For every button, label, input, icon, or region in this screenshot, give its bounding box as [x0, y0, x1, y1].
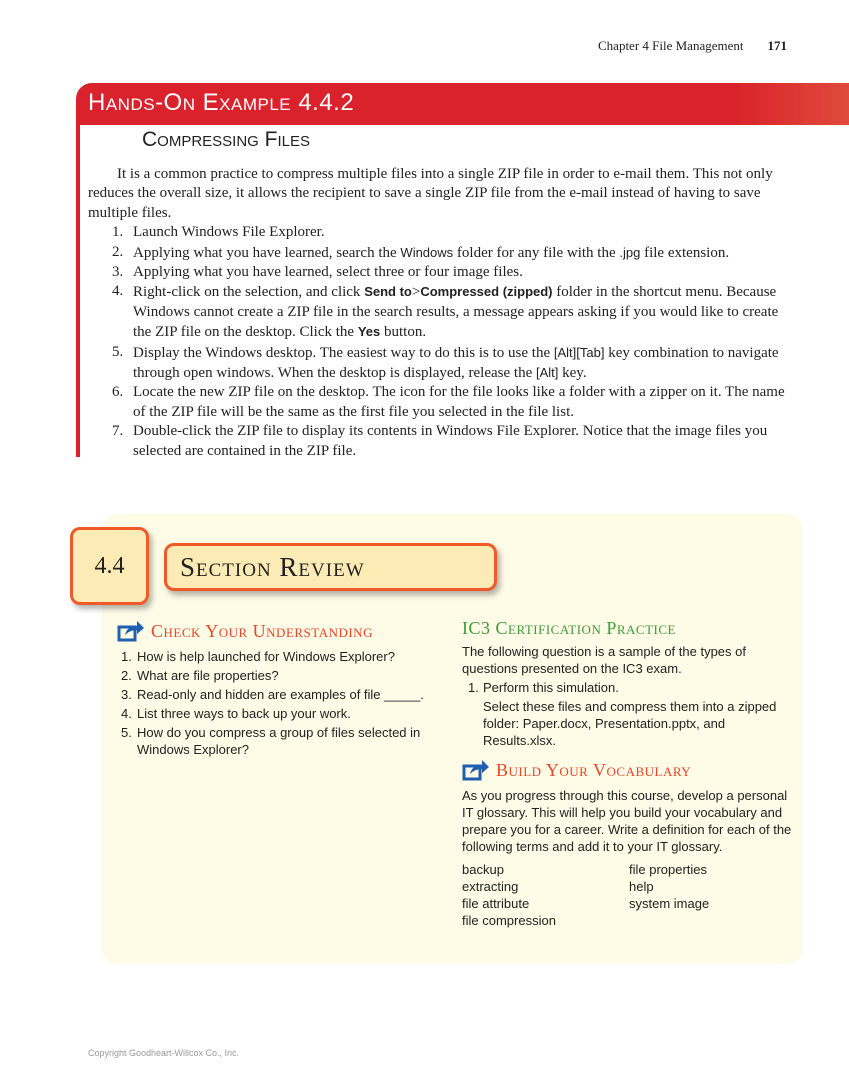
step-text: key. — [558, 365, 587, 382]
ui-term: Send to — [364, 284, 412, 300]
step-text: file extension. — [640, 244, 730, 261]
step-text: Applying what you have learned, select three or four image files. — [133, 264, 523, 281]
step-number: 5. — [112, 343, 124, 360]
example-subtitle: Compressing Files — [142, 128, 311, 151]
step-item — [88, 282, 793, 342]
step-text: Applying what you have learned, search the — [133, 244, 401, 261]
step-number: 2. — [112, 243, 124, 260]
share-arrow-icon — [117, 620, 145, 642]
section-number: 4.4 — [70, 527, 149, 605]
step-text: Right-click on the selection, and click — [133, 284, 365, 301]
check-item — [117, 648, 447, 665]
steps-list — [88, 223, 793, 461]
example-banner: Hands-On Example 4.4.2 — [76, 83, 849, 125]
step-item — [88, 243, 793, 263]
check-list — [117, 648, 447, 758]
step-text: key combination to navigate through open windows. When the desktop is displayed, release the — [133, 344, 779, 382]
section-review-title: Section Review — [164, 543, 497, 591]
intro-paragraph: It is a common practice to compress multiple files into a single ZIP file in order to e-mail them. This not only reduces the overall size, it allows the recipient to save a single ZIP file from the e-mail instead of having to save multiple files. — [88, 166, 773, 221]
step-item — [88, 383, 793, 422]
vocab-term — [629, 912, 789, 929]
vocab-term: file attribute — [462, 896, 530, 911]
check-item — [117, 724, 447, 758]
ic3-question: Perform this simulation. — [483, 680, 619, 695]
check-item — [117, 686, 447, 703]
step-number: 3. — [112, 264, 124, 281]
item-text: How do you compress a group of files selected in Windows Explorer? — [137, 725, 421, 757]
page-number: 171 — [767, 38, 787, 53]
vocab-term: backup — [462, 862, 504, 877]
vocab-term: system image — [629, 896, 710, 911]
item-number: 3. — [121, 687, 132, 702]
step-number: 1. — [112, 224, 124, 241]
check-item — [117, 705, 447, 722]
copyright: Copyright Goodheart-Willcox Co., Inc. — [88, 1048, 240, 1058]
step-text: Double-click the ZIP file to display its contents in Windows File Explorer. Notice that the image files you selected are contained in the ZIP file. — [133, 423, 768, 459]
item-text: What are file properties? — [137, 668, 279, 683]
item-number: 2. — [121, 668, 132, 683]
step-text: Launch Windows File Explorer. — [133, 224, 325, 241]
item-text: Read-only and hidden are examples of file _____. — [137, 687, 424, 702]
ui-term: Yes — [357, 324, 381, 340]
key-term: .jpg — [619, 244, 641, 260]
example-body — [88, 165, 793, 461]
key-term: Windows — [400, 244, 454, 260]
vocab-title: Build Your Vocabulary — [496, 759, 692, 780]
step-text: > — [411, 284, 421, 301]
share-arrow-icon — [462, 759, 490, 781]
ic3-q-number: 1. — [468, 680, 479, 695]
vocab-intro: As you progress through this course, develop a personal IT glossary. This will help you build your vocabulary and prepare you for a career. Write a definition for each of the following terms and add it to your IT glossary. — [462, 788, 792, 854]
item-number: 1. — [121, 649, 132, 664]
vocab-term: help — [629, 879, 654, 894]
vocab-term: file properties — [629, 862, 708, 877]
step-text: folder in the shortcut menu. Because Windows cannot create a ZIP file in the search results, a message appears asking if you would like to create the ZIP file on the desktop. Click the — [133, 284, 779, 341]
item-text: How is help launched for Windows Explorer? — [137, 649, 395, 664]
step-text: folder for any file with the — [453, 244, 620, 261]
vocab-terms — [462, 861, 792, 929]
ui-term: Compressed (zipped) — [420, 284, 553, 300]
step-item — [88, 263, 793, 282]
item-number: 5. — [121, 725, 132, 740]
example-rule — [76, 120, 80, 457]
item-number: 4. — [121, 706, 132, 721]
check-title: Check Your Understanding — [151, 620, 373, 641]
chapter-label: Chapter 4 File Management — [598, 38, 744, 53]
step-text: button. — [380, 324, 427, 341]
running-header — [598, 38, 787, 54]
ic3-title: IC3 Certification Practice — [462, 618, 676, 638]
ic3-intro: The following question is a sample of the types of questions presented on the IC3 exam. — [462, 644, 746, 676]
step-item — [88, 343, 793, 384]
key-term: [Alt] — [535, 365, 559, 381]
step-text: Display the Windows desktop. The easiest way to do this is to use the — [133, 344, 554, 361]
ic3-detail: Select these files and compress them into a zipped folder: Paper.docx, Presentation.pptx, and Results.xlsx. — [483, 699, 777, 748]
vocab-term: file compression — [462, 913, 556, 928]
step-item — [88, 223, 793, 242]
vocab-term: extracting — [462, 879, 519, 894]
step-text: Locate the new ZIP file on the desktop. The icon for the file looks like a folder with a zipper on it. The name of the ZIP file will be the same as the first file you selected in the file list. — [133, 384, 785, 420]
step-number: 4. — [112, 283, 124, 300]
item-text: List three ways to back up your work. — [137, 706, 351, 721]
step-number: 6. — [112, 384, 124, 401]
step-number: 7. — [112, 423, 124, 440]
check-understanding — [117, 620, 447, 760]
key-term: [Alt][Tab] — [553, 344, 605, 360]
ic3-practice — [462, 620, 792, 929]
step-item — [88, 422, 793, 461]
check-item — [117, 667, 447, 684]
